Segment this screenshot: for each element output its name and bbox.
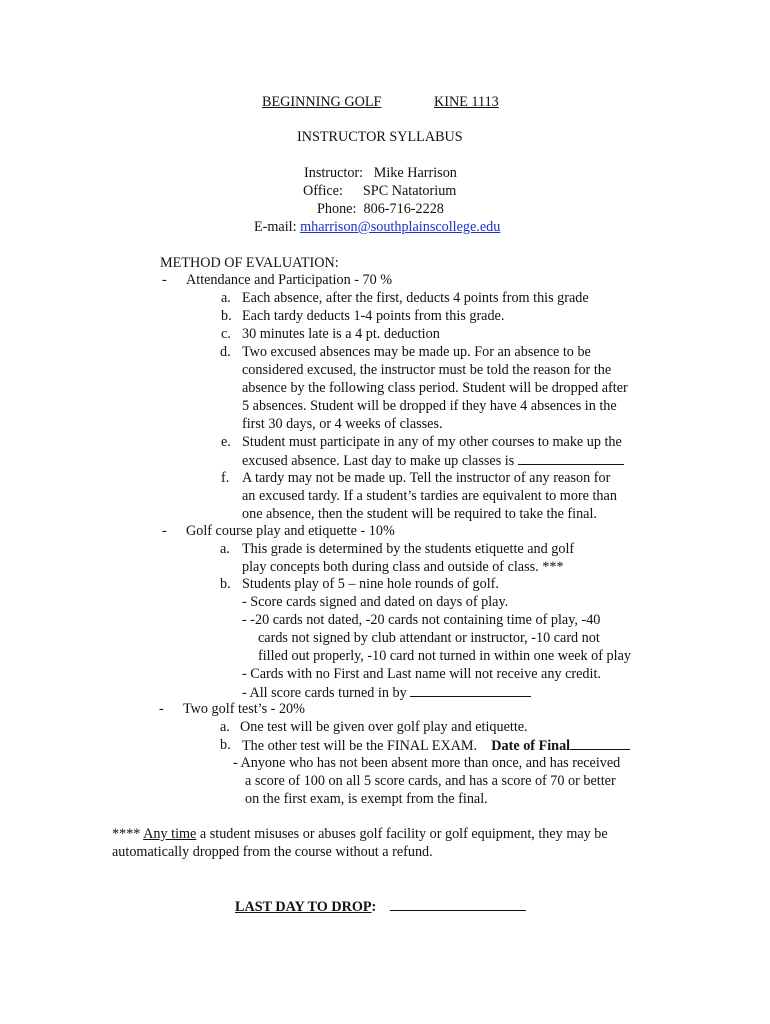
attendance-title: Attendance and Participation - 70 % [186,272,393,288]
score-card-rule: - Cards with no First and Last name will not receive any credit. [242,666,601,682]
golf-play-item-b: Students play of 5 – nine hole rounds of golf. [242,576,499,592]
exempt-line: a score of 100 on all 5 score cards, and has a score of 70 or better [245,773,616,789]
exempt-line: - Anyone who has not been absent more than once, and has received [233,755,621,771]
final-exam-text: The other test will be the FINAL EXAM. [242,738,478,754]
office-line [303,183,456,200]
item-marker: b. [220,576,231,592]
drop-colon: : [371,899,377,915]
tests-item-b [242,737,630,755]
attendance-item-c: 30 minutes late is a 4 pt. deduction [242,326,440,342]
item-marker: a. [220,719,230,735]
bullet-dash: - [162,523,167,539]
attendance-item-b: Each tardy deducts 1-4 points from this grade. [242,308,505,324]
golf-play-item-a-line: play concepts both during class and outside of class. *** [242,559,564,575]
office-label: Office: [303,183,343,199]
item-marker: d. [220,344,231,360]
final-date-blank [570,737,630,750]
makeup-text: excused absence. Last day to make up classes is [242,453,518,469]
attendance-item-e-line [242,452,624,470]
score-card-rule: cards not signed by club attendant or instructor, -10 card not [258,630,600,646]
golf-play-item-a-line: This grade is determined by the students etiquette and golf [242,541,575,557]
item-marker: a. [220,541,230,557]
drop-date-blank [390,898,526,911]
instructor-name: Mike Harrison [373,165,457,181]
item-marker: b. [220,737,231,753]
attendance-item-f-line: an excused tardy. If a student’s tardies are equivalent to more than [242,488,617,504]
email-link[interactable]: mharrison@southplainscollege.edu [300,219,501,235]
misuse-notice-line [112,826,608,843]
attendance-item-f-line: A tardy may not be made up. Tell the instructor of any reason for [242,470,611,486]
attendance-item-d-line: absence by the following class period. Student will be dropped after [242,380,628,396]
instructor-line [304,165,457,182]
bullet-dash: - [159,701,164,717]
item-marker: c. [221,326,231,342]
tests-item-a: One test will be given over golf play and etiquette. [240,719,528,735]
phone-line [317,201,444,218]
office-value: SPC Natatorium [362,183,457,199]
score-card-deadline-blank [410,684,531,697]
drop-label: LAST DAY TO DROP [235,899,372,915]
email-line [254,219,500,236]
attendance-item-f-line: one absence, then the student will be required to take the final. [242,506,597,522]
attendance-item-a: Each absence, after the first, deducts 4 points from this grade [242,290,589,306]
attendance-item-d-line: considered excused, the instructor must be told the reason for the [242,362,612,378]
attendance-item-e-line: Student must participate in any of my other courses to make up the [242,434,622,450]
attendance-item-d-line: Two excused absences may be made up. For an absence to be [242,344,591,360]
item-marker: a. [221,290,231,306]
exempt-line: on the first exam, is exempt from the final. [245,791,488,807]
email-label: E-mail: [254,219,297,235]
score-card-rule: - -20 cards not dated, -20 cards not containing time of play, -40 [242,612,601,628]
notice-text: a student misuses or abuses golf facility or golf equipment, they may be [196,826,608,842]
final-date-label: Date of Final [491,738,571,754]
notice-stars: **** [112,826,141,842]
score-card-rule [242,684,531,702]
course-name: BEGINNING GOLF [262,94,382,110]
course-code: KINE 1113 [434,94,499,110]
item-marker: e. [221,434,231,450]
misuse-notice-line-2: automatically dropped from the course without a refund. [112,844,433,860]
score-card-rule: - Score cards signed and dated on days of play. [242,594,509,610]
item-marker: b. [221,308,232,324]
instructor-label: Instructor: [304,165,364,181]
score-card-deadline-text: - All score cards turned in by [242,685,411,701]
notice-any-time: Any time [143,826,197,842]
item-marker: f. [221,470,230,486]
bullet-dash: - [162,272,167,288]
makeup-date-blank [518,452,624,465]
tests-title: Two golf test’s - 20% [183,701,305,717]
golf-play-title: Golf course play and etiquette - 10% [186,523,395,539]
phone-label: Phone: [317,201,357,217]
score-card-rule: filled out properly, -10 card not turned in within one week of play [258,648,631,664]
last-day-to-drop [235,898,526,916]
attendance-item-d-line: 5 absences. Student will be dropped if they have 4 absences in the [242,398,617,414]
syllabus-title: INSTRUCTOR SYLLABUS [297,129,463,145]
phone-value: 806-716-2228 [363,201,444,217]
evaluation-heading: METHOD OF EVALUATION: [160,255,339,271]
attendance-item-d-line: first 30 days, or 4 weeks of classes. [242,416,443,432]
